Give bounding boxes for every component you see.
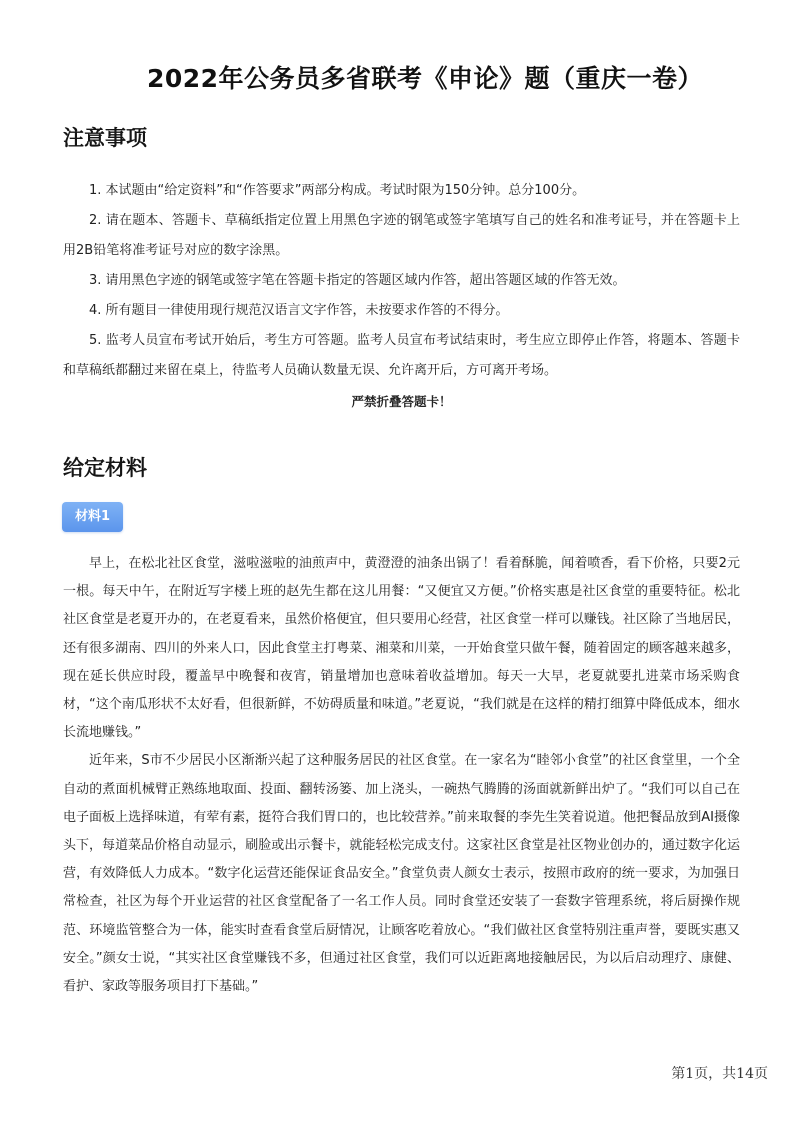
notice-item: 1. 本试题由“给定资料”和“作答要求”两部分构成。考试时限为150分钟。总分100分。 xyxy=(89,183,586,198)
notice-item: 2. 请在题本、答题卡、草稿纸指定位置上用黑色字迹的钢笔或签字笔填写自己的姓名和准考证号，并在答题卡上用2B铅笔将准考证号对应的数字涂黑。 xyxy=(63,213,740,258)
notice-heading: 注意事项 xyxy=(63,126,147,150)
material-paragraph: 近年来，S市不少居民小区渐渐兴起了这种服务居民的社区食堂。在一家名为“睦邻小食堂”的社区食堂里，一个全自动的煮面机械臂正熟练地取面、投面、翻转汤篓、加上浇头，一碗热气腾腾的汤面就新鲜出炉了。“我们可以自己在电子面板上选择味道，有荤有素，挺符合我们胃口的，也比较营养。”前来取餐的李先生笑着说道。他把餐品放到AI摄像头下，每道菜品价格自动显示，刷脸或出示餐卡，就能轻松完成支付。这家社区食堂是社区物业创办的，通过数字化运营，有效降低人力成本。“数字化运营还能保证食品安全。”食堂负责人颜女士表示，按照市政府的统一要求，为加强日常检查，社区为每个开业运营的社区食堂配备了一名工作人员。同时食堂还安装了一套数字管理系统，将后厨操作规范、环境监管整合为一体，能实时查看食堂后厨情况，让顾客吃着放心。“我们做社区食堂特别注重声誉，要既实惠又安全。”颜女士说，“其实社区食堂赚钱不多，但通过社区食堂，我们可以近距离地接触居民，为以后启动理疗、康健、看护、家政等服务项目打下基础。” xyxy=(63,753,740,995)
notice-item: 5. 监考人员宣布考试开始后，考生方可答题。监考人员宣布考试结束时，考生应立即停止作答，将题本、答题卡和草稿纸都翻过来留在桌上，待监考人员确认数量无误、允许离开后，方可离开考场。 xyxy=(63,333,740,378)
page-indicator: 第1页，共14页 xyxy=(671,1066,768,1082)
notice-warning: 严禁折叠答题卡！ xyxy=(351,394,452,409)
materials-heading: 给定材料 xyxy=(63,456,147,480)
document-title: 2022年公务员多省联考《申论》题（重庆一卷） xyxy=(146,64,704,93)
material-paragraph: 早上，在松北社区食堂，滋啦滋啦的油煎声中，黄澄澄的油条出锅了！看着酥脆，闻着喷香，看下价格，只要2元一根。每天中午，在附近写字楼上班的赵先生都在这儿用餐：“又便宜又方便。”价格实惠是社区食堂的重要特征。松北社区食堂是老夏开办的，在老夏看来，虽然价格便宜，但只要用心经营，社区食堂一样可以赚钱。社区除了当地居民，还有很多湖南、四川的外来人口，因此食堂主打粤菜、湘菜和川菜，一开始食堂只做午餐，随着固定的顾客越来越多，现在延长供应时段，覆盖早中晚餐和夜宵，销量增加也意味着收益增加。每天一大早，老夏就要扎进菜市场采购食材，“这个南瓜形状不太好看，但很新鲜，不妨碍质量和味道。”老夏说，“我们就是在这样的精打细算中降低成本，细水长流地赚钱。” xyxy=(63,556,740,741)
notice-item: 4. 所有题目一律使用现行规范汉语言文字作答，未按要求作答的不得分。 xyxy=(89,303,509,318)
notice-list xyxy=(63,176,740,417)
material-body xyxy=(63,550,740,1001)
notice-item: 3. 请用黑色字迹的钢笔或签字笔在答题卡指定的答题区域内作答，超出答题区域的作答无效。 xyxy=(89,273,626,288)
material-badge: 材料1 xyxy=(62,502,123,532)
